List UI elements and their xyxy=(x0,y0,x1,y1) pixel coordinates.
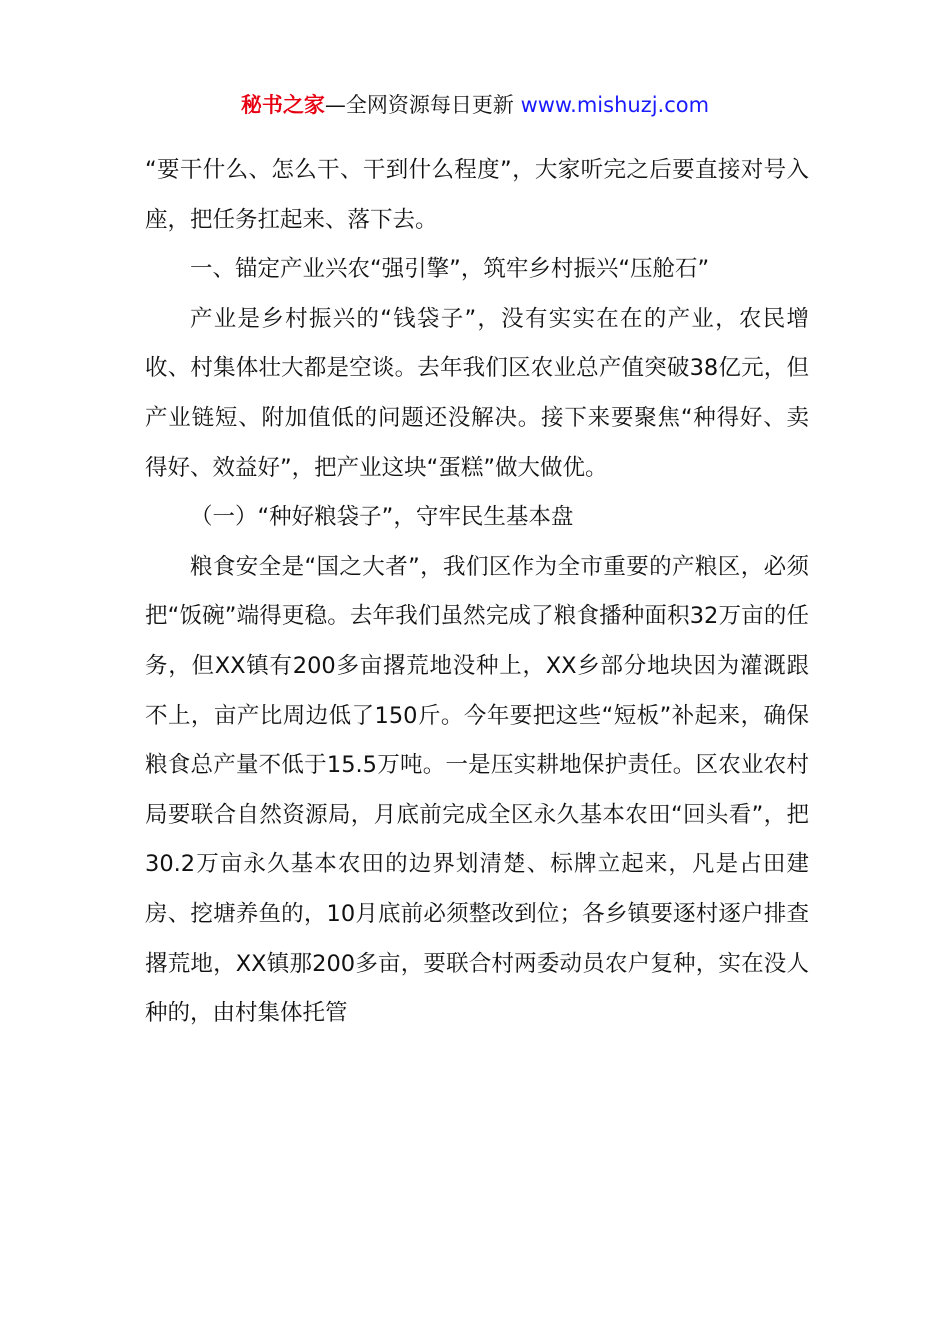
paragraph-grain-security: 粮食安全是“国之大者”，我们区作为全市重要的产粮区，必须把“饭碗”端得更稳。去年我们虽然完成了粮食播种面积32万亩的任务，但XX镇有200多亩撂荒地没种上，XX乡部分地块因为灌溉跟不上，亩产比周边低了150斤。今年要把这些“短板”补起来，确保粮食总产量不低于15.5万吨。一是压实耕地保护责任。区农业农村局要联合自然资源局，月底前完成全区永久基本农田“回头看”，把30.2万亩永久基本农田的边界划清楚、标牌立起来，凡是占田建房、挖塘养鱼的，10月底前必须整改到位；各乡镇要逐村逐户排查撂荒地，XX镇那200多亩，要联合村两委动员农户复种，实在没人种的，由村集体托管 xyxy=(145,553,809,1027)
document-body xyxy=(145,146,809,1039)
site-url-link[interactable]: www.mishuzj.com xyxy=(520,93,710,117)
brand-name: 秘书之家 xyxy=(240,93,325,117)
header-tagline: —全网资源每日更新 xyxy=(324,93,514,117)
section-heading: 一、锚定产业兴农“强引擎”，筑牢乡村振兴“压舱石” xyxy=(190,256,710,283)
paragraph-intro-continuation: “要干什么、怎么干、干到什么程度”，大家听完之后要直接对号入座，把任务扛起来、落下去。 xyxy=(145,157,809,233)
subsection-heading: （一）“种好粮袋子”，守牢民生基本盘 xyxy=(190,504,574,531)
site-header xyxy=(0,90,950,120)
paragraph-industry: 产业是乡村振兴的“钱袋子”，没有实实在在的产业，农民增收、村集体壮大都是空谈。去年我们区农业总产值突破38亿元，但产业链短、附加值低的问题还没解决。接下来要聚焦“种得好、卖得好、效益好”，把产业这块“蛋糕”做大做优。 xyxy=(145,305,809,481)
